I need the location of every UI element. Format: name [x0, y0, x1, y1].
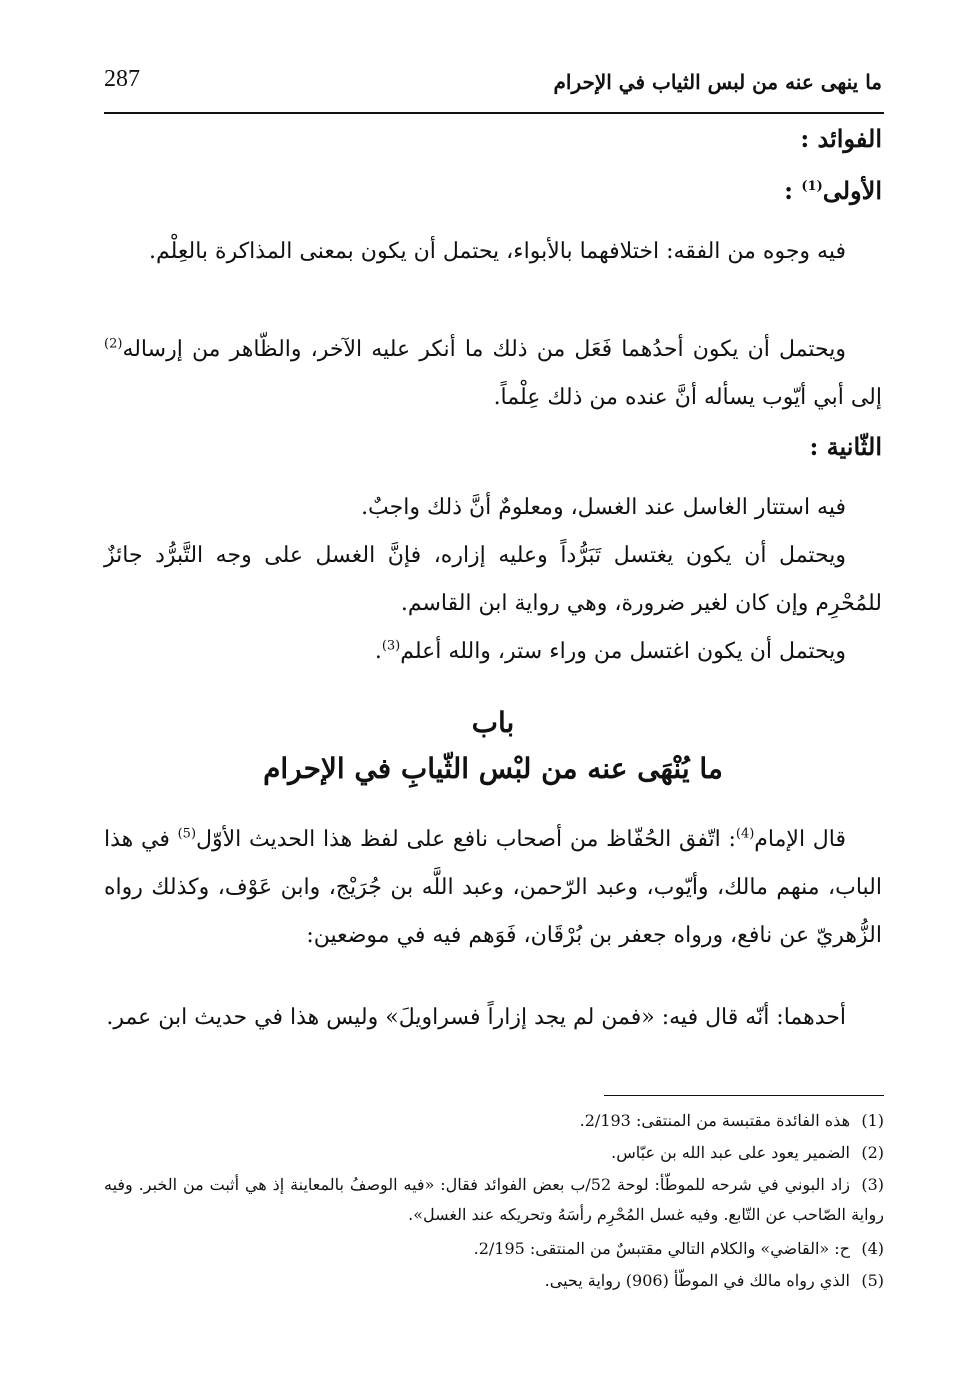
- header-rule: [104, 112, 884, 114]
- footnote-ref-3[interactable]: (3): [381, 638, 401, 654]
- paragraph-7: أحدهما: أنّه قال فيه: «فمن لم يجد إزاراً فسراويلَ» وليس هذا في حديث ابن عمر.: [106, 1005, 846, 1030]
- footnote-2: [104, 1138, 884, 1168]
- paragraph-2-text-a: ويحتمل أن يكون أحدُهما فَعَل من ذلك ما أنكر عليه الآخر، والظّاهر من إرساله: [122, 337, 846, 362]
- footnote-text: ح: «القاضي» والكلام التالي مقتبسٌ من المنتقى: 2/195.: [473, 1239, 850, 1258]
- footnote-text: هذه الفائدة مقتبسة من المنتقى: 2/193.: [579, 1111, 850, 1130]
- footnote-ref-4[interactable]: (4): [735, 826, 755, 842]
- paragraph-2-text-b: إلى أبي أيّوب يسأله أنَّ عنده من ذلك عِلْماً.: [493, 385, 882, 410]
- footnote-text: زاد البوني في شرحه للموطّأ: لوحة 52/ب بعض الفوائد فقال: «فيه الوصفُ بالمعاينة إذ هي أثبت من الخبر. وفيه رواية الصّاحب عن التّابع. وفيه غسل المُحْرِم رأسَهُ وتحريكه عند الغسل».: [104, 1175, 884, 1224]
- footnote-1: [104, 1106, 884, 1136]
- paragraph-6-text-c: في هذا الباب، منهم مالك، وأيّوب، وعبد الرّحمن، وعبد اللَّه بن جُرَيْج، وابن عَوْف، وكذلك رواه الزُّهريّ عن نافع، ورواه جعفر بن بُرْقَان، فَوَهم فيه في موضعين:: [104, 827, 882, 948]
- first-benefit-colon: :: [784, 176, 802, 205]
- paragraph-5-text-b: .: [374, 639, 382, 664]
- paragraph-5: [104, 628, 882, 676]
- page-number: 287: [104, 66, 140, 92]
- chapter-title: ما يُنْهَى عنه من لبْس الثّيابِ في الإحرام: [263, 752, 723, 785]
- paragraph-6-text-b: : اتّفق الحُفّاظ من أصحاب نافع على لفظ هذا الحديث الأوّل: [196, 827, 736, 852]
- footnote-number: (2): [861, 1143, 884, 1162]
- footnote-text: الضمير يعود على عبد الله بن عبّاس.: [611, 1143, 850, 1162]
- footnote-ref-2[interactable]: (2): [104, 336, 123, 352]
- footnote-number: (4): [861, 1239, 884, 1258]
- benefits-heading: الفوائد :: [800, 124, 882, 153]
- footnote-3: [104, 1170, 884, 1230]
- footnote-separator: [604, 1095, 884, 1096]
- footnote-text: الذي رواه مالك في الموطّأ (906) رواية يحيى.: [544, 1271, 850, 1290]
- paragraph-3: فيه استتار الغاسل عند الغسل، ومعلومٌ أنَّ ذلك واجبٌ.: [361, 495, 846, 520]
- footnote-5: [104, 1266, 884, 1296]
- paragraph-2: [104, 326, 882, 422]
- footnote-number: (3): [861, 1175, 884, 1194]
- paragraph-6: [104, 816, 882, 960]
- page-header: [104, 66, 882, 106]
- chapter-word: باب: [471, 706, 515, 739]
- footnote-number: (5): [861, 1271, 884, 1290]
- paragraph-4: ويحتمل أن يكون يغتسل تَبَرُّداً وعليه إزاره، فإنَّ الغسل على وجه التَّبرُّد جائزٌ للمُحْرِم وإن كان لغير ضرورة، وهي رواية ابن القاسم.: [104, 543, 882, 616]
- footnote-4: [104, 1234, 884, 1264]
- footnote-ref-5[interactable]: (5): [177, 826, 197, 842]
- first-benefit-heading: [784, 176, 882, 205]
- paragraph-6-text-a: قال الإمام: [754, 827, 846, 852]
- paragraph-1: فيه وجوه من الفقه: اختلافهما بالأبواء، يحتمل أن يكون بمعنى المذاكرة بالعِلْم.: [148, 239, 846, 264]
- footnote-number: (1): [861, 1111, 884, 1130]
- first-benefit-label: الأولى: [822, 176, 882, 205]
- paragraph-5-text-a: ويحتمل أن يكون اغتسل من وراء ستر، والله أعلم: [400, 639, 846, 664]
- running-title: ما ينهى عنه من لبس الثياب في الإحرام: [553, 70, 882, 94]
- second-benefit-heading: الثّانية :: [809, 432, 882, 461]
- footnote-ref-1[interactable]: (1): [801, 179, 823, 194]
